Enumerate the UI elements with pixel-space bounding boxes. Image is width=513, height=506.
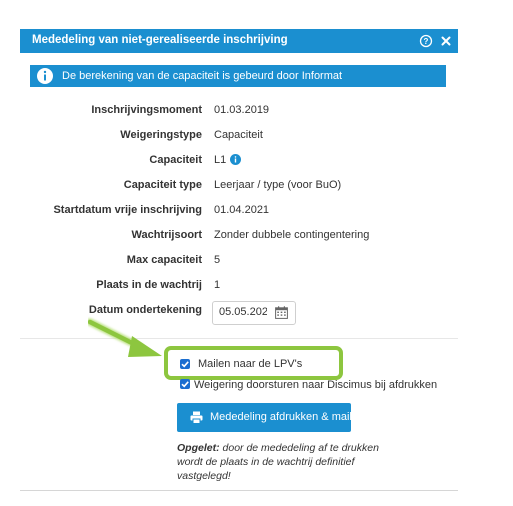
- svg-text:?: ?: [423, 37, 429, 46]
- field-value: Zonder dubbele contingentering: [214, 229, 370, 241]
- field-label: Inschrijvingsmoment: [91, 104, 202, 116]
- dialog-titlebar: [20, 29, 458, 53]
- field-max-capaciteit: [20, 254, 458, 270]
- field-label: Capaciteit: [149, 154, 202, 166]
- field-value: 1: [214, 279, 221, 291]
- field-label: Startdatum vrije inschrijving: [53, 204, 202, 216]
- mail-lpv-label[interactable]: Mailen naar de LPV's: [198, 358, 303, 370]
- field-label: Plaats in de wachtrij: [96, 279, 202, 291]
- field-capaciteit-type: [20, 179, 458, 195]
- field-wachtrijsoort: [20, 229, 458, 245]
- checkmark-icon: [180, 379, 190, 389]
- print-icon: [190, 411, 203, 424]
- field-plaats-wachtrij: [20, 279, 458, 295]
- info-banner: [30, 65, 446, 87]
- dialog: [20, 29, 458, 490]
- field-label: Weigeringstype: [120, 129, 202, 141]
- field-startdatum: [20, 204, 458, 220]
- info-banner-text: De berekening van de capaciteit is gebeurd door Informat: [62, 70, 343, 82]
- field-value: 5: [214, 254, 221, 266]
- discimus-label[interactable]: Weigering doorsturen naar Discimus bij afdrukken: [194, 379, 438, 391]
- print-and-mail-button[interactable]: [177, 403, 365, 432]
- date-field[interactable]: [212, 301, 296, 325]
- dialog-title: Mededeling van niet-gerealiseerde inschrijving: [32, 34, 288, 46]
- field-value: Leerjaar / type (voor BuO): [214, 179, 342, 191]
- field-weigeringstype: [20, 129, 458, 145]
- field-label: Max capaciteit: [126, 254, 202, 266]
- checkmark-icon: [180, 359, 190, 369]
- field-value: Capaciteit: [214, 129, 263, 141]
- field-capaciteit: [20, 154, 458, 170]
- warning-note: [177, 441, 407, 483]
- calendar-icon[interactable]: [275, 306, 288, 319]
- field-value: 01.03.2019: [214, 104, 270, 116]
- help-circle-icon[interactable]: [419, 34, 433, 48]
- arrow-annotation-icon: [88, 316, 168, 362]
- close-icon[interactable]: [438, 33, 454, 49]
- field-value-wrap: [214, 154, 241, 166]
- date-input[interactable]: [219, 306, 267, 318]
- button-label: Mededeling afdrukken & mailen: [210, 411, 365, 423]
- field-label: Capaciteit type: [123, 179, 202, 191]
- note-emphasis: Opgelet:: [177, 442, 220, 454]
- field-inschrijvingsmoment: [20, 104, 458, 120]
- field-value: 01.04.2021: [214, 204, 270, 216]
- field-label: Datum ondertekening: [88, 304, 202, 316]
- discimus-checkbox[interactable]: [180, 379, 190, 389]
- page-divider: [20, 490, 458, 491]
- divider: [20, 338, 458, 339]
- field-label: Wachtrijsoort: [131, 229, 202, 241]
- info-icon[interactable]: [230, 154, 241, 165]
- note-text: door de mededeling af te drukken wordt de plaats in de wachtrij definitief vastgelegd!: [177, 442, 379, 482]
- mail-lpv-checkbox[interactable]: [180, 359, 190, 369]
- field-value: L1: [214, 154, 227, 166]
- info-icon: [36, 67, 54, 85]
